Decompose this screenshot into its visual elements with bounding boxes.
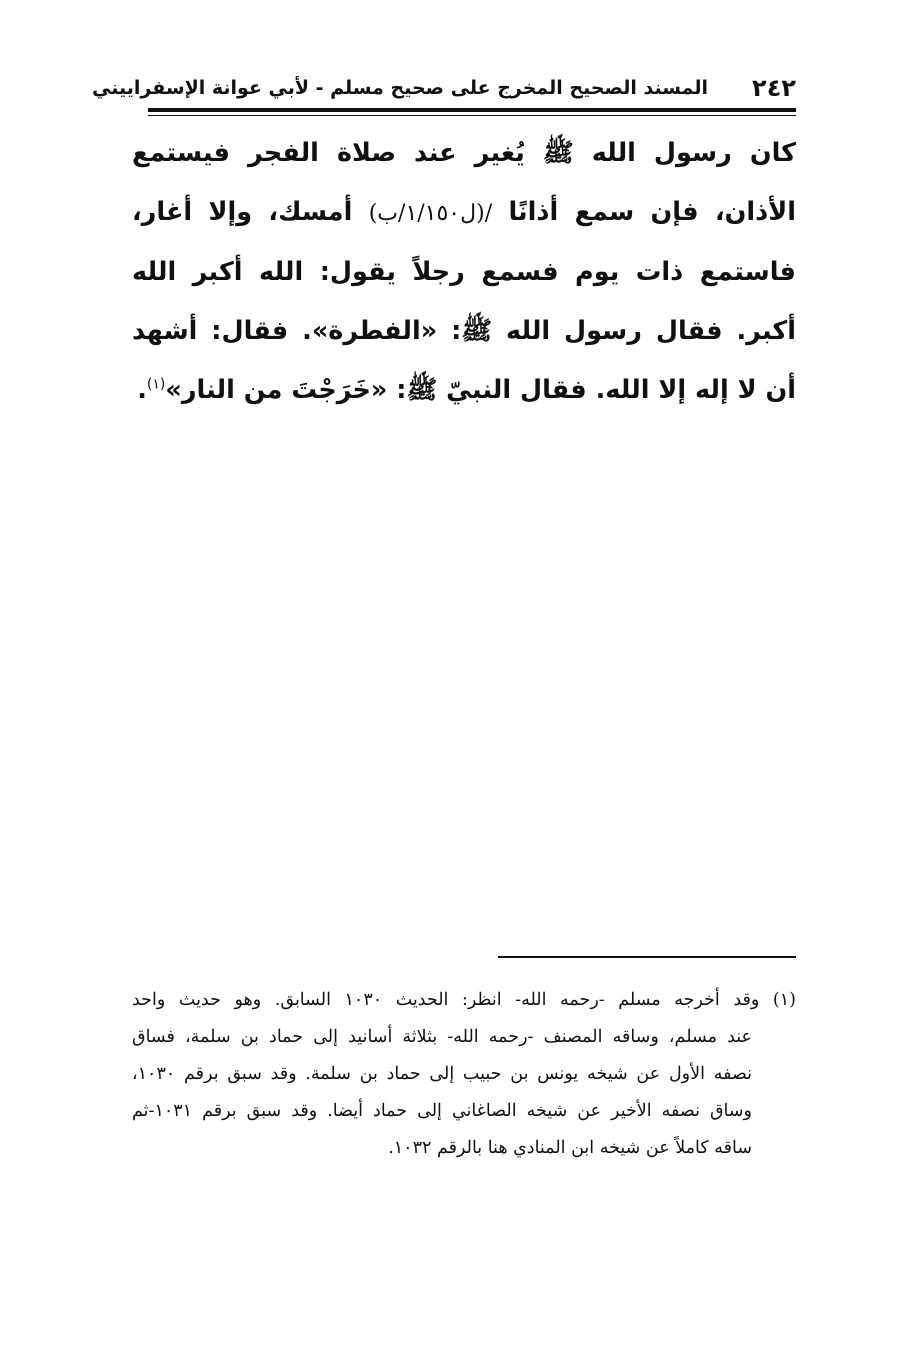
hadith-text [132,124,796,420]
footnote-line: ساقه كاملاً عن شيخه ابن المنادي هنا بالرقم ١٠٣٢. [388,1138,752,1158]
page-number: ٢٤٢ [752,74,796,102]
header-rule-thin [148,115,796,116]
body-line-1: كان رسول الله ﷺ يُغير عند صلاة الفجر فيستمع الأذان، فإن سمع [132,138,796,227]
manuscript-reference: /(ل١/١٥٠/ب) [368,201,493,226]
body-line-3: رجلاً يقول: الله أكبر الله أكبر. فقال رسول الله ﷺ: «الفطرة». فقال: [132,257,796,346]
footnote-reference-mark: (١) [146,376,166,393]
footnote-separator [498,956,796,958]
body-line-2-end: أمسك، وإلا أغار، فاستمع ذات يوم فسمع [132,197,796,287]
running-header [92,70,796,106]
footnote-line: وساق نصفه الأخير عن شيخه الصاغاني إلى حماد أيضا. وقد سبق برقم ١٠٣١-ثم [132,1101,752,1121]
footnote-line: نصفه الأول عن شيخه يونس بن حبيب إلى حماد بن سلمة. وقد سبق برقم ١٠٣٠، [132,1064,752,1084]
header-rule-thick [148,108,796,112]
body-line-4: أشهد أن لا إله إلا الله. فقال النبيّ ﷺ: «خَرَجْتَ من النار» [132,316,796,405]
body-line-2-start: أذانًا [508,197,559,227]
footnote-line: (١) وقد أخرجه مسلم -رحمه الله- انظر: الحديث ١٠٣٠ السابق. وهو حديث واحد [132,990,796,1010]
footnote-line: عند مسلم، وساقه المصنف -رحمه الله- بثلاثة أسانيد إلى حماد بن سلمة، فساق [132,1027,752,1047]
body-line-4-end: . [137,375,147,405]
running-title: المسند الصحيح المخرج على صحيح مسلم - لأبي عوانة الإسفراييني [92,77,708,99]
footnote-block [132,982,796,1167]
